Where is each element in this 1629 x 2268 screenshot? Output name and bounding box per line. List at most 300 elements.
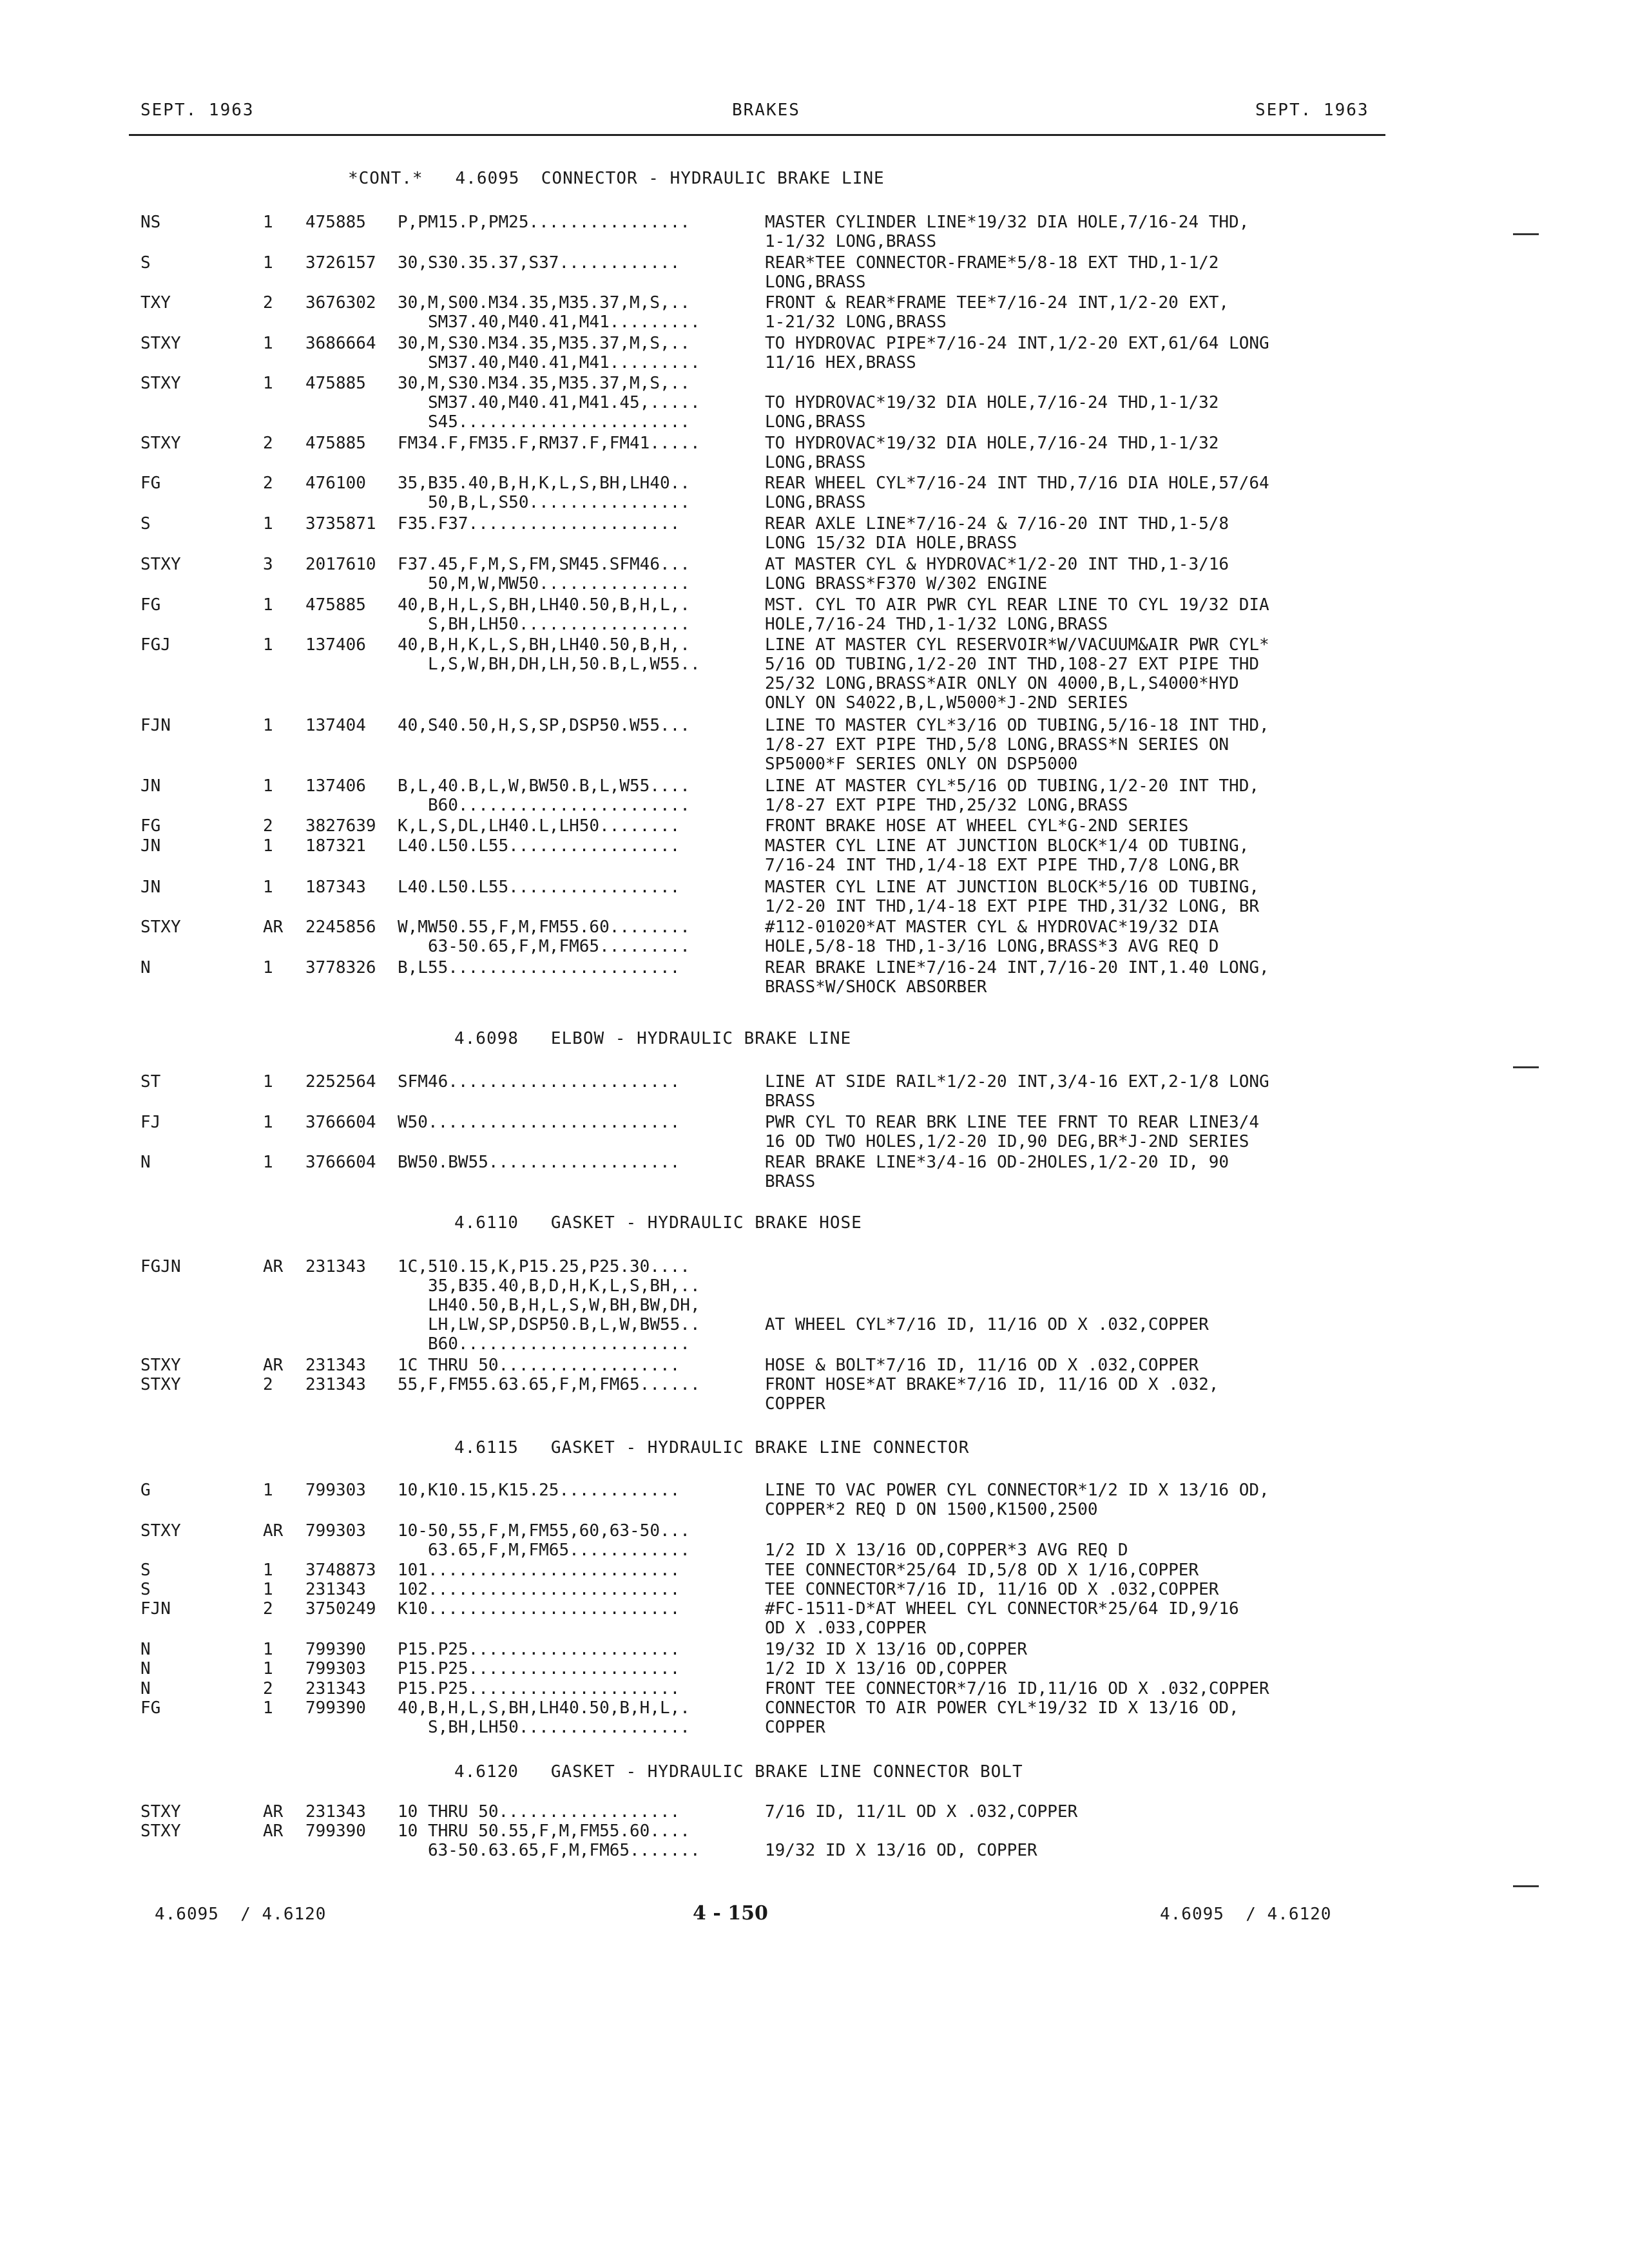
part-number: 231343	[305, 1802, 366, 1821]
description: 1/8-27 EXT PIPE THD,25/32 LONG,BRASS	[765, 796, 1128, 815]
description: LINE TO MASTER CYL*3/16 OD TUBING,5/16-18 INT THD,	[765, 716, 1269, 735]
list-item	[0, 273, 1629, 292]
list-item	[0, 937, 1629, 956]
application: 50,B,L,S50................	[398, 493, 690, 512]
list-item	[0, 1296, 1629, 1315]
series-code: STXY	[140, 1356, 181, 1375]
series-code: FGJ	[140, 635, 171, 655]
list-item	[0, 1659, 1629, 1678]
series-code: G	[140, 1481, 151, 1500]
series-code: JN	[140, 776, 161, 796]
list-item	[0, 293, 1629, 312]
list-item	[0, 1821, 1629, 1841]
quantity: AR	[263, 1521, 284, 1541]
application: 40,S40.50,H,S,SP,DSP50.W55...	[398, 716, 690, 735]
list-item	[0, 253, 1629, 273]
application: S45.......................	[398, 412, 690, 432]
quantity: 1	[263, 1113, 273, 1132]
list-item	[0, 474, 1629, 493]
section-heading: 4.6098 ELBOW - HYDRAULIC BRAKE LINE	[454, 1029, 852, 1048]
quantity: 1	[263, 776, 273, 796]
application: 102.........................	[398, 1580, 680, 1599]
quantity: 1	[263, 1659, 273, 1678]
application: W,MW50.55,F,M,FM55.60........	[398, 918, 690, 937]
list-item	[0, 615, 1629, 634]
description: 1/2 ID X 13/16 OD,COPPER	[765, 1659, 1007, 1678]
list-item	[0, 1698, 1629, 1718]
description: AT WHEEL CYL*7/16 ID, 11/16 OD X .032,COPPER	[765, 1315, 1209, 1334]
description: LONG BRASS*F370 W/302 ENGINE	[765, 574, 1048, 593]
margin-tick	[1513, 1066, 1539, 1068]
application: S,BH,LH50.................	[398, 1718, 690, 1737]
part-number: 187321	[305, 836, 366, 856]
description: 11/16 HEX,BRASS	[765, 353, 916, 372]
margin-tick	[1513, 1885, 1539, 1887]
quantity: AR	[263, 918, 284, 937]
quantity: 1	[263, 514, 273, 533]
part-number: 3778326	[305, 958, 376, 977]
quantity: 2	[263, 1679, 273, 1698]
application: L40.L50.L55.................	[398, 836, 680, 856]
application: P,PM15.P,PM25................	[398, 213, 690, 232]
quantity: 2	[263, 293, 273, 312]
list-item	[0, 635, 1629, 655]
part-number: 799303	[305, 1481, 366, 1500]
description: REAR*TEE CONNECTOR-FRAME*5/8-18 EXT THD,1-1/2	[765, 253, 1219, 273]
section-heading: 4.6115 GASKET - HYDRAULIC BRAKE LINE CONNECTOR	[454, 1438, 970, 1457]
list-item	[0, 796, 1629, 815]
description: CONNECTOR TO AIR POWER CYL*19/32 ID X 13/16 OD,	[765, 1698, 1239, 1718]
series-code: S	[140, 1561, 151, 1580]
description: COPPER	[765, 1718, 825, 1737]
application: 63-50.63.65,F,M,FM65.......	[398, 1841, 700, 1860]
quantity: 3	[263, 555, 273, 574]
part-number: 476100	[305, 474, 366, 493]
list-item	[0, 1172, 1629, 1191]
series-code: STXY	[140, 1802, 181, 1821]
quantity: AR	[263, 1356, 284, 1375]
application: 101.........................	[398, 1561, 680, 1580]
description: #FC-1511-D*AT WHEEL CYL CONNECTOR*25/64 ID,9/16	[765, 1599, 1239, 1619]
list-item	[0, 213, 1629, 232]
description: LONG,BRASS	[765, 493, 866, 512]
application: 63.65,F,M,FM65............	[398, 1541, 690, 1560]
description: BRASS	[765, 1172, 816, 1191]
section-heading: 4.6120 GASKET - HYDRAULIC BRAKE LINE CONNECTOR BOLT	[454, 1762, 1023, 1782]
part-number: 3726157	[305, 253, 376, 273]
series-code: S	[140, 253, 151, 273]
description: LONG 15/32 DIA HOLE,BRASS	[765, 533, 1017, 553]
part-number: 799303	[305, 1659, 366, 1678]
list-item	[0, 232, 1629, 251]
description: 1/2 ID X 13/16 OD,COPPER*3 AVG REQ D	[765, 1541, 1128, 1560]
series-code: STXY	[140, 918, 181, 937]
application: 10,K10.15,K15.25............	[398, 1481, 680, 1500]
application: SFM46.......................	[398, 1072, 680, 1091]
list-item	[0, 493, 1629, 512]
margin-tick	[1513, 233, 1539, 235]
list-item	[0, 1599, 1629, 1619]
list-item	[0, 754, 1629, 774]
part-number: 187343	[305, 878, 366, 897]
list-item	[0, 453, 1629, 472]
description: OD X .033,COPPER	[765, 1619, 927, 1638]
description: COPPER*2 REQ D ON 1500,K1500,2500	[765, 1500, 1098, 1519]
list-item	[0, 574, 1629, 593]
description: 16 OD TWO HOLES,1/2-20 ID,90 DEG,BR*J-2ND SERIES	[765, 1132, 1249, 1151]
description: MASTER CYLINDER LINE*19/32 DIA HOLE,7/16-24 THD,	[765, 213, 1249, 232]
description: REAR BRAKE LINE*7/16-24 INT,7/16-20 INT,1.40 LONG,	[765, 958, 1269, 977]
series-code: TXY	[140, 293, 171, 312]
description: 5/16 OD TUBING,1/2-20 INT THD,108-27 EXT PIPE THD	[765, 655, 1260, 674]
page-number: 4 - 150	[693, 1902, 768, 1925]
series-code: STXY	[140, 334, 181, 353]
application: FM34.F,FM35.F,RM37.F,FM41.....	[398, 434, 700, 453]
application: B60.......................	[398, 1334, 690, 1354]
description: REAR WHEEL CYL*7/16-24 INT THD,7/16 DIA HOLE,57/64	[765, 474, 1269, 493]
series-code: JN	[140, 836, 161, 856]
application: F35.F37.....................	[398, 514, 680, 533]
list-item	[0, 878, 1629, 897]
part-number: 231343	[305, 1257, 366, 1276]
application: 30,M,S30.M34.35,M35.37,M,S,..	[398, 334, 690, 353]
series-code: FJN	[140, 716, 171, 735]
series-code: STXY	[140, 434, 181, 453]
application: 10-50,55,F,M,FM55,60,63-50...	[398, 1521, 690, 1541]
description: LONG,BRASS	[765, 273, 866, 292]
description: TO HYDROVAC PIPE*7/16-24 INT,1/2-20 EXT,61/64 LONG	[765, 334, 1269, 353]
part-number: 799390	[305, 1640, 366, 1659]
description: 1/8-27 EXT PIPE THD,5/8 LONG,BRASS*N SERIES ON	[765, 735, 1229, 754]
application: SM37.40,M40.41,M41.........	[398, 353, 700, 372]
page-header-left: SEPT. 1963	[140, 101, 255, 120]
description: LONG,BRASS	[765, 453, 866, 472]
application: S,BH,LH50.................	[398, 615, 690, 634]
part-number: 799390	[305, 1821, 366, 1841]
list-item	[0, 1580, 1629, 1599]
series-code: FG	[140, 1698, 161, 1718]
application: 10 THRU 50.55,F,M,FM55.60....	[398, 1821, 690, 1841]
series-code: FGJN	[140, 1257, 181, 1276]
quantity: 1	[263, 1153, 273, 1172]
list-item	[0, 555, 1629, 574]
quantity: 2	[263, 1599, 273, 1619]
quantity: 1	[263, 878, 273, 897]
application: 50,M,W,MW50...............	[398, 574, 690, 593]
description: FRONT HOSE*AT BRAKE*7/16 ID, 11/16 OD X .032,	[765, 1375, 1219, 1394]
description: FRONT BRAKE HOSE AT WHEEL CYL*G-2ND SERIES	[765, 816, 1189, 836]
section-heading: 4.6110 GASKET - HYDRAULIC BRAKE HOSE	[454, 1213, 862, 1233]
application: 35,B35.40,B,H,K,L,S,BH,LH40..	[398, 474, 690, 493]
description: LINE TO VAC POWER CYL CONNECTOR*1/2 ID X 13/16 OD,	[765, 1481, 1269, 1500]
description: REAR BRAKE LINE*3/4-16 OD-2HOLES,1/2-20 ID, 90	[765, 1153, 1229, 1172]
series-code: ST	[140, 1072, 161, 1091]
quantity: 1	[263, 595, 273, 615]
list-item	[0, 1132, 1629, 1151]
quantity: AR	[263, 1821, 284, 1841]
application: B,L55.......................	[398, 958, 680, 977]
application: 10 THRU 50..................	[398, 1802, 680, 1821]
list-item	[0, 1619, 1629, 1638]
list-item	[0, 1541, 1629, 1560]
page-header-right: SEPT. 1963	[1255, 101, 1369, 120]
quantity: 1	[263, 635, 273, 655]
part-number: 3676302	[305, 293, 376, 312]
section-heading: *CONT.* 4.6095 CONNECTOR - HYDRAULIC BRAKE LINE	[348, 169, 885, 188]
quantity: 1	[263, 836, 273, 856]
part-number: 231343	[305, 1375, 366, 1394]
part-number: 3748873	[305, 1561, 376, 1580]
list-item	[0, 393, 1629, 412]
description: LINE AT SIDE RAIL*1/2-20 INT,3/4-16 EXT,2-1/8 LONG	[765, 1072, 1269, 1091]
quantity: 1	[263, 958, 273, 977]
part-number: 137406	[305, 635, 366, 655]
quantity: 2	[263, 816, 273, 836]
list-item	[0, 412, 1629, 432]
application: K10.........................	[398, 1599, 680, 1619]
list-item	[0, 1315, 1629, 1334]
description: TO HYDROVAC*19/32 DIA HOLE,7/16-24 THD,1-1/32	[765, 434, 1219, 453]
list-item	[0, 918, 1629, 937]
application: BW50.BW55...................	[398, 1153, 680, 1172]
quantity: 1	[263, 1072, 273, 1091]
application: 1C THRU 50..................	[398, 1356, 680, 1375]
list-item	[0, 1561, 1629, 1580]
quantity: 1	[263, 1698, 273, 1718]
part-number: 2017610	[305, 555, 376, 574]
description: 1-1/32 LONG,BRASS	[765, 232, 937, 251]
part-number: 3735871	[305, 514, 376, 533]
series-code: N	[140, 1153, 151, 1172]
footer-left: 4.6095 / 4.6120	[155, 1905, 327, 1924]
description: LONG,BRASS	[765, 412, 866, 432]
list-item	[0, 1718, 1629, 1737]
application: SM37.40,M40.41,M41.45,.....	[398, 393, 700, 412]
list-item	[0, 1276, 1629, 1296]
part-number: 137406	[305, 776, 366, 796]
quantity: 2	[263, 474, 273, 493]
series-code: JN	[140, 878, 161, 897]
description: FRONT TEE CONNECTOR*7/16 ID,11/16 OD X .032,COPPER	[765, 1679, 1269, 1698]
series-code: S	[140, 1580, 151, 1599]
description: LINE AT MASTER CYL RESERVOIR*W/VACUUM&AIR PWR CYL*	[765, 635, 1269, 655]
description: FRONT & REAR*FRAME TEE*7/16-24 INT,1/2-20 EXT,	[765, 293, 1229, 312]
list-item	[0, 1802, 1629, 1821]
series-code: N	[140, 1640, 151, 1659]
description: HOLE,5/8-18 THD,1-3/16 LONG,BRASS*3 AVG REQ D	[765, 937, 1219, 956]
list-item	[0, 1481, 1629, 1500]
list-item	[0, 374, 1629, 393]
part-number: 799303	[305, 1521, 366, 1541]
series-code: STXY	[140, 1821, 181, 1841]
application: LH,LW,SP,DSP50.B,L,W,BW55..	[398, 1315, 700, 1334]
series-code: FJN	[140, 1599, 171, 1619]
series-code: N	[140, 958, 151, 977]
list-item	[0, 856, 1629, 875]
quantity: 1	[263, 213, 273, 232]
quantity: AR	[263, 1802, 284, 1821]
description: BRASS*W/SHOCK ABSORBER	[765, 977, 987, 997]
part-number: 3686664	[305, 334, 376, 353]
part-number: 231343	[305, 1679, 366, 1698]
list-item	[0, 312, 1629, 332]
list-item	[0, 1113, 1629, 1132]
series-code: STXY	[140, 1521, 181, 1541]
application: F37.45,F,M,S,FM,SM45.SFM46...	[398, 555, 690, 574]
list-item	[0, 1257, 1629, 1276]
list-item	[0, 816, 1629, 836]
list-item	[0, 1640, 1629, 1659]
application: 35,B35.40,B,D,H,K,L,S,BH,..	[398, 1276, 700, 1296]
footer-right: 4.6095 / 4.6120	[1160, 1905, 1332, 1924]
application: 30,M,S00.M34.35,M35.37,M,S,..	[398, 293, 690, 312]
part-number: 137404	[305, 716, 366, 735]
description: ONLY ON S4022,B,L,W5000*J-2ND SERIES	[765, 693, 1128, 713]
application: 30,S30.35.37,S37............	[398, 253, 680, 273]
list-item	[0, 836, 1629, 856]
description: 1/2-20 INT THD,1/4-18 EXT PIPE THD,31/32 LONG, BR	[765, 897, 1260, 916]
application: 40,B,H,L,S,BH,LH40.50,B,H,L,.	[398, 595, 690, 615]
part-number: 3766604	[305, 1153, 376, 1172]
application: B60.......................	[398, 796, 690, 815]
list-item	[0, 514, 1629, 533]
list-item	[0, 1091, 1629, 1111]
description: #112-01020*AT MASTER CYL & HYDROVAC*19/32 DIA	[765, 918, 1219, 937]
application: W50.........................	[398, 1113, 680, 1132]
description: TEE CONNECTOR*7/16 ID, 11/16 OD X .032,COPPER	[765, 1580, 1219, 1599]
part-number: 475885	[305, 595, 366, 615]
description: HOSE & BOLT*7/16 ID, 11/16 OD X .032,COPPER	[765, 1356, 1199, 1375]
part-number: 475885	[305, 213, 366, 232]
application: P15.P25.....................	[398, 1640, 680, 1659]
description: LINE AT MASTER CYL*5/16 OD TUBING,1/2-20 INT THD,	[765, 776, 1260, 796]
description: 25/32 LONG,BRASS*AIR ONLY ON 4000,B,L,S4000*HYD	[765, 674, 1239, 693]
series-code: N	[140, 1679, 151, 1698]
description: TEE CONNECTOR*25/64 ID,5/8 OD X 1/16,COPPER	[765, 1561, 1199, 1580]
application: 55,F,FM55.63.65,F,M,FM65......	[398, 1375, 700, 1394]
list-item	[0, 334, 1629, 353]
quantity: 2	[263, 434, 273, 453]
application: L40.L50.L55.................	[398, 878, 680, 897]
list-item	[0, 958, 1629, 977]
application: 1C,510.15,K,P15.25,P25.30....	[398, 1257, 690, 1276]
description: MST. CYL TO AIR PWR CYL REAR LINE TO CYL 19/32 DIA	[765, 595, 1269, 615]
part-number: 231343	[305, 1356, 366, 1375]
part-number: 231343	[305, 1580, 366, 1599]
description: TO HYDROVAC*19/32 DIA HOLE,7/16-24 THD,1-1/32	[765, 393, 1219, 412]
quantity: 1	[263, 253, 273, 273]
list-item	[0, 674, 1629, 693]
application: 40,B,H,K,L,S,BH,LH40.50,B,H,.	[398, 635, 690, 655]
series-code: FG	[140, 816, 161, 836]
quantity: 1	[263, 1640, 273, 1659]
application: P15.P25.....................	[398, 1659, 680, 1678]
part-number: 3750249	[305, 1599, 376, 1619]
description: 1-21/32 LONG,BRASS	[765, 312, 947, 332]
list-item	[0, 1500, 1629, 1519]
page-header-center: BRAKES	[732, 101, 800, 120]
description: BRASS	[765, 1091, 816, 1111]
description: HOLE,7/16-24 THD,1-1/32 LONG,BRASS	[765, 615, 1108, 634]
series-code: S	[140, 514, 151, 533]
description: PWR CYL TO REAR BRK LINE TEE FRNT TO REAR LINE3/4	[765, 1113, 1260, 1132]
part-number: 2252564	[305, 1072, 376, 1091]
quantity: 2	[263, 1375, 273, 1394]
part-number: 2245856	[305, 918, 376, 937]
list-item	[0, 533, 1629, 553]
list-item	[0, 1841, 1629, 1860]
list-item	[0, 1521, 1629, 1541]
series-code: STXY	[140, 1375, 181, 1394]
description: 19/32 ID X 13/16 OD,COPPER	[765, 1640, 1027, 1659]
application: LH40.50,B,H,L,S,W,BH,BW,DH,	[398, 1296, 700, 1315]
description: COPPER	[765, 1394, 825, 1414]
description: REAR AXLE LINE*7/16-24 & 7/16-20 INT THD,1-5/8	[765, 514, 1229, 533]
part-number: 475885	[305, 374, 366, 393]
description: MASTER CYL LINE AT JUNCTION BLOCK*5/16 OD TUBING,	[765, 878, 1260, 897]
list-item	[0, 1072, 1629, 1091]
description: 7/16-24 INT THD,1/4-18 EXT PIPE THD,7/8 LONG,BR	[765, 856, 1239, 875]
application: 63-50.65,F,M,FM65.........	[398, 937, 690, 956]
list-item	[0, 977, 1629, 997]
series-code: FG	[140, 595, 161, 615]
description: 7/16 ID, 11/1L OD X .032,COPPER	[765, 1802, 1078, 1821]
description: MASTER CYL LINE AT JUNCTION BLOCK*1/4 OD TUBING,	[765, 836, 1249, 856]
quantity: 1	[263, 334, 273, 353]
list-item	[0, 353, 1629, 372]
list-item	[0, 1679, 1629, 1698]
series-code: FG	[140, 474, 161, 493]
part-number: 799390	[305, 1698, 366, 1718]
list-item	[0, 1356, 1629, 1375]
list-item	[0, 776, 1629, 796]
application: 30,M,S30.M34.35,M35.37,M,S,..	[398, 374, 690, 393]
description: AT MASTER CYL & HYDROVAC*1/2-20 INT THD,1-3/16	[765, 555, 1229, 574]
part-number: 475885	[305, 434, 366, 453]
list-item	[0, 693, 1629, 713]
description: SP5000*F SERIES ONLY ON DSP5000	[765, 754, 1078, 774]
application: P15.P25.....................	[398, 1679, 680, 1698]
quantity: 1	[263, 1481, 273, 1500]
quantity: AR	[263, 1257, 284, 1276]
description: 19/32 ID X 13/16 OD, COPPER	[765, 1841, 1037, 1860]
series-code: N	[140, 1659, 151, 1678]
list-item	[0, 1153, 1629, 1172]
application: SM37.40,M40.41,M41.........	[398, 312, 700, 332]
list-item	[0, 716, 1629, 735]
quantity: 1	[263, 374, 273, 393]
list-item	[0, 1394, 1629, 1414]
part-number: 3827639	[305, 816, 376, 836]
header-rule	[129, 134, 1385, 136]
quantity: 1	[263, 716, 273, 735]
list-item	[0, 655, 1629, 674]
list-item	[0, 1334, 1629, 1354]
list-item	[0, 434, 1629, 453]
series-code: STXY	[140, 555, 181, 574]
quantity: 1	[263, 1580, 273, 1599]
application: B,L,40.B,L,W,BW50.B,L,W55....	[398, 776, 690, 796]
part-number: 3766604	[305, 1113, 376, 1132]
series-code: NS	[140, 213, 161, 232]
list-item	[0, 595, 1629, 615]
list-item	[0, 897, 1629, 916]
application: K,L,S,DL,LH40.L,LH50........	[398, 816, 680, 836]
series-code: FJ	[140, 1113, 161, 1132]
list-item	[0, 1375, 1629, 1394]
series-code: STXY	[140, 374, 181, 393]
application: L,S,W,BH,DH,LH,50.B,L,W55..	[398, 655, 700, 674]
